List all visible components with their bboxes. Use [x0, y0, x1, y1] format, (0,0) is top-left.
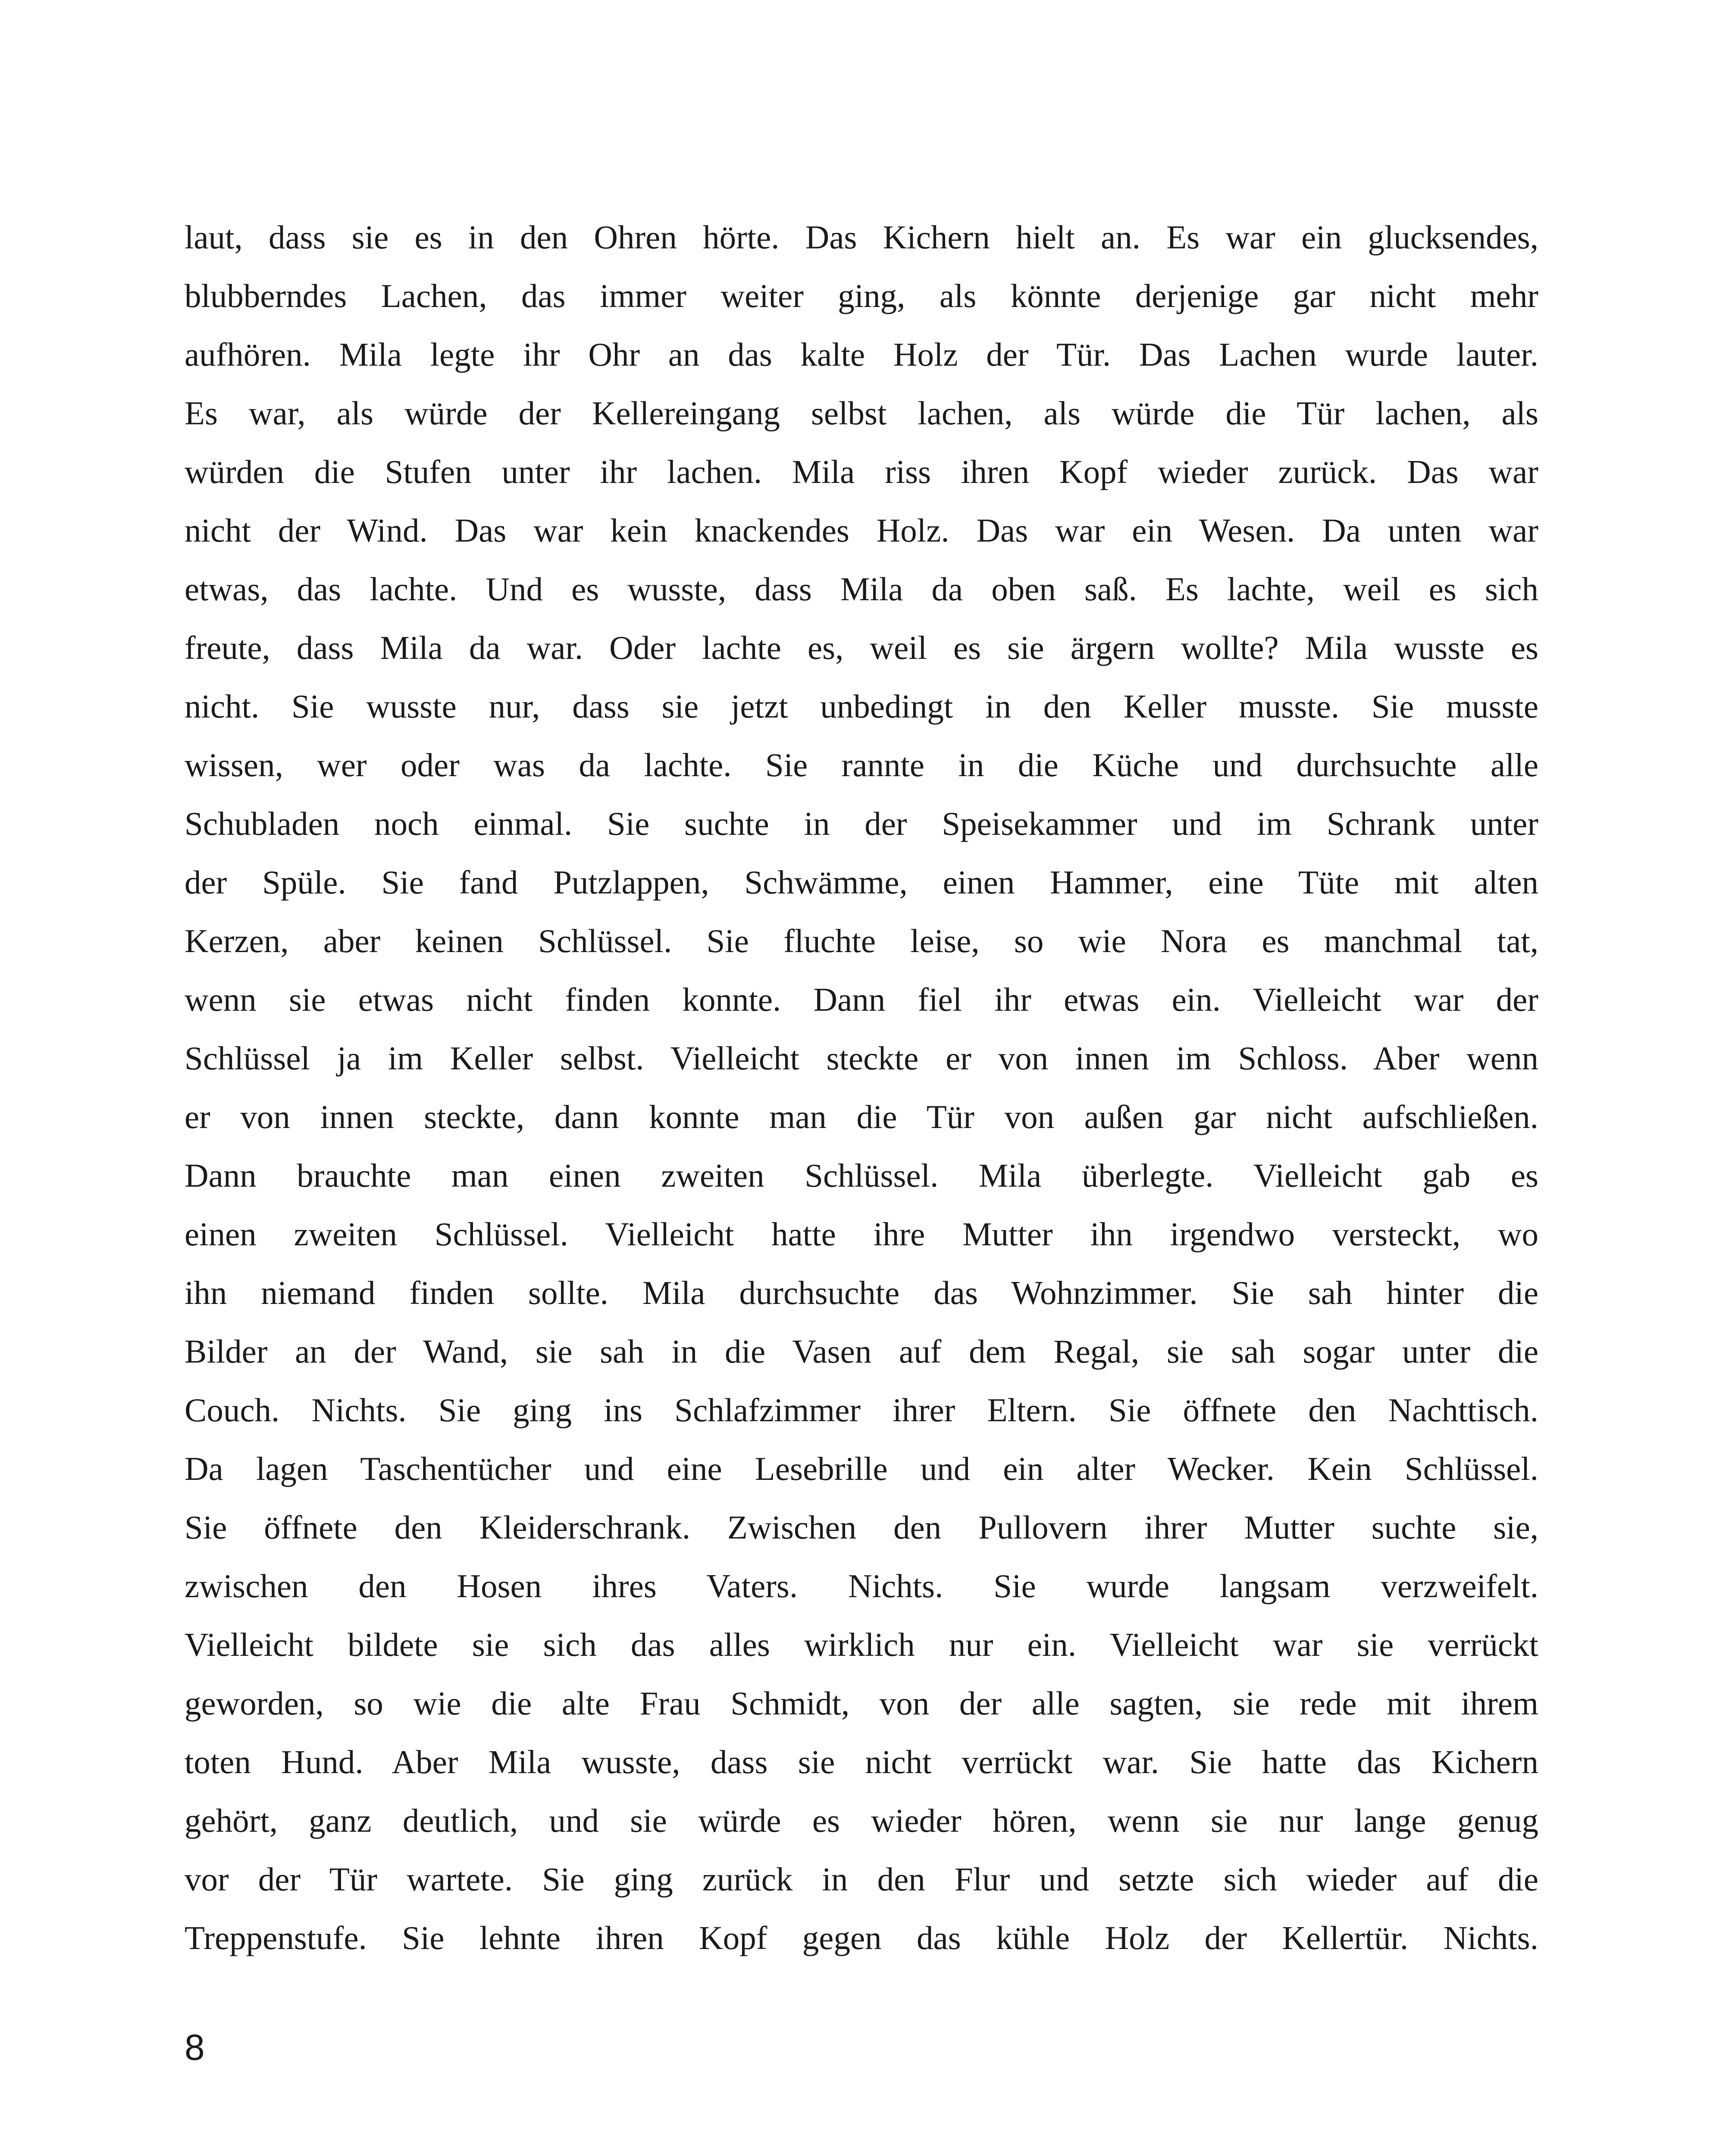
text-line: Dann brauchte man einen zweiten Schlüssel. Mila überlegte. Vielleicht gab es — [185, 1157, 1538, 1194]
text-line: vor der Tür wartete. Sie ging zurück in den Flur und setzte sich wieder auf die — [185, 1861, 1538, 1898]
body-text — [185, 208, 1538, 1967]
text-line: Vielleicht bildete sie sich das alles wirklich nur ein. Vielleicht war sie verrückt — [185, 1626, 1538, 1663]
text-line: nicht. Sie wusste nur, dass sie jetzt unbedingt in den Keller musste. Sie musste — [185, 688, 1538, 725]
text-line: aufhören. Mila legte ihr Ohr an das kalte Holz der Tür. Das Lachen wurde lauter. — [185, 336, 1538, 373]
text-line: geworden, so wie die alte Frau Schmidt, von der alle sagten, sie rede mit ihrem — [185, 1685, 1538, 1722]
text-line: laut, dass sie es in den Ohren hörte. Das Kichern hielt an. Es war ein glucksendes, — [185, 219, 1538, 256]
text-line: einen zweiten Schlüssel. Vielleicht hatte ihre Mutter ihn irgendwo versteckt, wo — [185, 1216, 1538, 1253]
text-line: würden die Stufen unter ihr lachen. Mila riss ihren Kopf wieder zurück. Das war — [185, 453, 1538, 490]
text-line: der Spüle. Sie fand Putzlappen, Schwämme, einen Hammer, eine Tüte mit alten — [185, 864, 1538, 901]
text-line: blubberndes Lachen, das immer weiter ging, als könnte derjenige gar nicht mehr — [185, 277, 1538, 314]
page-number: 8 — [185, 2027, 205, 2068]
text-line: er von innen steckte, dann konnte man die Tür von außen gar nicht aufschließen. — [185, 1098, 1538, 1135]
text-line: Kerzen, aber keinen Schlüssel. Sie fluchte leise, so wie Nora es manchmal tat, — [185, 922, 1538, 959]
text-line: wenn sie etwas nicht finden konnte. Dann fiel ihr etwas ein. Vielleicht war der — [185, 981, 1538, 1018]
text-line: wissen, wer oder was da lachte. Sie rannte in die Küche und durchsuchte alle — [185, 746, 1538, 783]
text-line: freute, dass Mila da war. Oder lachte es, weil es sie ärgern wollte? Mila wusste es — [185, 629, 1538, 666]
text-line: Bilder an der Wand, sie sah in die Vasen auf dem Regal, sie sah sogar unter die — [185, 1333, 1538, 1370]
text-line: zwischen den Hosen ihres Vaters. Nichts. Sie wurde langsam verzweifelt. — [185, 1567, 1538, 1604]
text-line: gehört, ganz deutlich, und sie würde es wieder hören, wenn sie nur lange genug — [185, 1802, 1538, 1839]
text-line: Es war, als würde der Kellereingang selbst lachen, als würde die Tür lachen, als — [185, 395, 1538, 432]
text-line: Treppenstufe. Sie lehnte ihren Kopf gegen das kühle Holz der Kellertür. Nichts. — [185, 1919, 1538, 1956]
text-line: Schlüssel ja im Keller selbst. Vielleicht steckte er von innen im Schloss. Aber wenn — [185, 1040, 1538, 1077]
text-line: ihn niemand finden sollte. Mila durchsuchte das Wohnzimmer. Sie sah hinter die — [185, 1274, 1538, 1311]
text-line: Schubladen noch einmal. Sie suchte in der Speisekammer und im Schrank unter — [185, 805, 1538, 842]
text-line: nicht der Wind. Das war kein knackendes Holz. Das war ein Wesen. Da unten war — [185, 512, 1538, 549]
text-line: toten Hund. Aber Mila wusste, dass sie nicht verrückt war. Sie hatte das Kichern — [185, 1743, 1538, 1780]
text-line: Couch. Nichts. Sie ging ins Schlafzimmer ihrer Eltern. Sie öffnete den Nachttisch. — [185, 1391, 1538, 1429]
text-line: Da lagen Taschentücher und eine Lesebrille und ein alter Wecker. Kein Schlüssel. — [185, 1450, 1538, 1487]
text-line: etwas, das lachte. Und es wusste, dass Mila da oben saß. Es lachte, weil es sich — [185, 570, 1538, 608]
text-line: Sie öffnete den Kleiderschrank. Zwischen den Pullovern ihrer Mutter suchte sie, — [185, 1509, 1538, 1546]
